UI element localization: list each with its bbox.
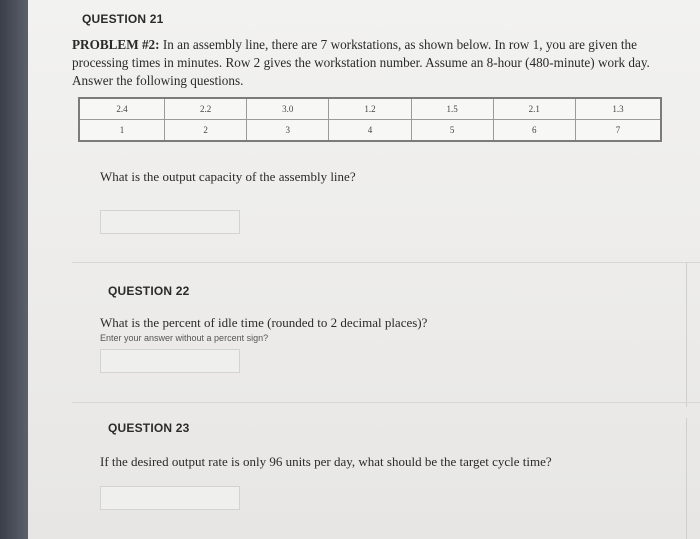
time-cell: 3.0 [247, 98, 329, 120]
time-cell: 1.2 [329, 98, 411, 120]
problem-label: PROBLEM #2: [72, 37, 160, 52]
question-22-answer-input[interactable] [100, 349, 240, 373]
question-23-text: If the desired output rate is only 96 units per day, what should be the target cycle time? [100, 454, 552, 469]
processing-times-row [79, 98, 661, 120]
station-cell: 6 [493, 120, 575, 142]
dark-left-edge [0, 0, 28, 539]
question-22-note: Enter your answer without a percent sign? [100, 333, 269, 343]
workstation-number-row [79, 120, 661, 142]
question-23-frame [686, 418, 687, 539]
station-cell: 3 [247, 120, 329, 142]
time-cell: 2.4 [79, 98, 165, 120]
station-cell: 7 [575, 120, 661, 142]
question-21-text: What is the output capacity of the assembly line? [100, 169, 356, 184]
problem-statement [72, 36, 670, 90]
time-cell: 1.5 [411, 98, 493, 120]
time-cell: 2.2 [165, 98, 247, 120]
question-separator [72, 262, 700, 263]
question-23-answer-input[interactable] [100, 486, 240, 510]
station-cell: 5 [411, 120, 493, 142]
workstation-table [78, 97, 662, 142]
station-cell: 4 [329, 120, 411, 142]
question-21-heading: QUESTION 21 [82, 12, 164, 26]
time-cell: 1.3 [575, 98, 661, 120]
question-23-heading: QUESTION 23 [108, 421, 190, 435]
question-21-answer-input[interactable] [100, 210, 240, 234]
problem-text: In an assembly line, there are 7 workstations, as shown below. In row 1, you are given the processing times in minutes. Row 2 gives the workstation number. Assume an 8-hour (480-minute) work day. Answer the following questions. [72, 37, 650, 88]
station-cell: 1 [79, 120, 165, 142]
time-cell: 2.1 [493, 98, 575, 120]
question-22-frame [686, 262, 687, 407]
question-separator [72, 402, 700, 403]
question-22-text: What is the percent of idle time (rounded to 2 decimal places)? [100, 315, 428, 330]
question-22-heading: QUESTION 22 [108, 284, 190, 298]
station-cell: 2 [165, 120, 247, 142]
